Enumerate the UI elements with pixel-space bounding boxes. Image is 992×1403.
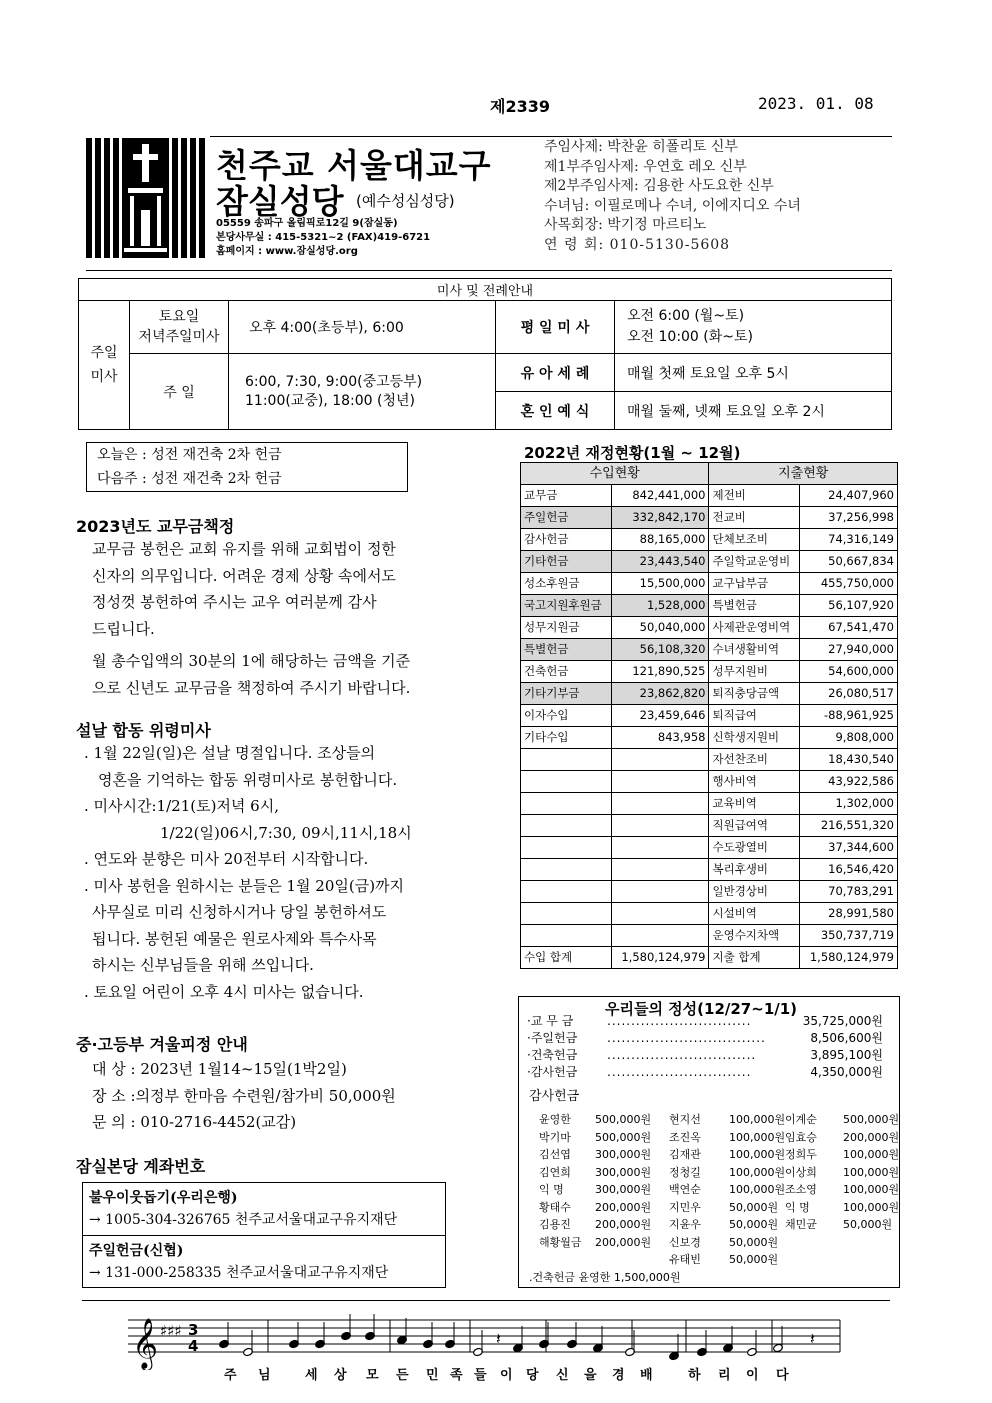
finance-row [521, 683, 898, 705]
income-amount: 23,862,820 [611, 683, 709, 705]
expense-amount: 24,407,960 [800, 485, 898, 507]
income-item: 기타헌금 [521, 551, 612, 573]
gift-item-amount: 35,725,000원 [802, 1014, 883, 1028]
income-amount: 842,441,000 [611, 485, 709, 507]
staff-list [544, 138, 801, 255]
donor-amount: 200,000원 [595, 1218, 652, 1231]
gift-item-label: ·건축헌금 [527, 1048, 578, 1062]
income-item [521, 925, 612, 947]
donor-name: 김연희 [539, 1165, 571, 1179]
key-signature: ♯♯♯ [160, 1322, 182, 1340]
sunday-times [229, 354, 496, 430]
donor-amount: 100,000원 [843, 1183, 900, 1196]
donor-name: 조소영 [785, 1183, 817, 1196]
donor-name: 임효승 [785, 1130, 817, 1144]
mass-table-title: 미사 및 전례안내 [79, 279, 892, 301]
saturday-label-1: 토요일 [158, 309, 200, 325]
income-item [521, 859, 612, 881]
expense-item: 교구납부금 [709, 573, 800, 595]
expense-item: 일반경상비 [709, 881, 800, 903]
expense-item: 시설비역 [709, 903, 800, 925]
finance-row [521, 793, 898, 815]
expense-item: 주일학교운영비 [709, 551, 800, 573]
income-amount: 88,165,000 [611, 529, 709, 551]
expense-amount: 16,546,420 [800, 859, 898, 881]
donor-name: 채민균 [785, 1218, 817, 1231]
expense-item: 사제관운영비역 [709, 617, 800, 639]
lyric-syllable: 든 [396, 1368, 409, 1383]
gift-item [527, 1013, 887, 1030]
donor-name: 박기마 [539, 1130, 571, 1144]
account-box [82, 1182, 446, 1288]
finance-row [521, 485, 898, 507]
donor-name: 이계순 [785, 1113, 817, 1126]
income-item [521, 881, 612, 903]
donor-name: 현지선 [669, 1113, 701, 1126]
gifts-summary [527, 1013, 887, 1081]
weekday-times [615, 301, 892, 354]
donor-amount: 100,000원 [843, 1165, 900, 1179]
expense-amount: -88,961,925 [800, 705, 898, 727]
income-item: 성무지원금 [521, 617, 612, 639]
finance-row [521, 881, 898, 903]
tithe-line: 드립니다. [92, 619, 155, 638]
income-item [521, 749, 612, 771]
gifts-title: 우리들의 정성(12/27~1/1) [605, 1000, 798, 1018]
expense-item: 신학생지원비 [709, 727, 800, 749]
staff-rule [86, 270, 892, 271]
expense-item: 전교비 [709, 507, 800, 529]
donor-amount: 100,000원 [729, 1183, 786, 1196]
account-charity-title: 불우이웃돕기(우리은행) [89, 1190, 238, 1206]
account-sunday-number: → 131-000-258335 천주교서울대교구유지재단 [89, 1265, 389, 1281]
income-item: 감사헌금 [521, 529, 612, 551]
income-item: 국고지원후원금 [521, 595, 612, 617]
donor-amount: 100,000원 [729, 1113, 786, 1126]
quarter-rest: 𝄽 [810, 1329, 815, 1348]
logo-title-1: 천주교 서울대교구 [216, 146, 492, 185]
building-fund-note: .건축헌금 윤영한 1,500,000원 [529, 1271, 681, 1284]
gift-item-label: ·감사헌금 [527, 1065, 578, 1079]
issue-date: 2023. 01. 08 [758, 94, 874, 113]
income-amount: 1,528,000 [611, 595, 709, 617]
lyric-syllable: 이 [746, 1368, 759, 1383]
income-item [521, 771, 612, 793]
expense-amount: 27,940,000 [800, 639, 898, 661]
memorial-line: 영혼을 기억하는 합동 위령미사로 봉헌합니다. [98, 770, 398, 789]
donor-amount: 500,000원 [595, 1130, 652, 1144]
expense-amount: 67,541,470 [800, 617, 898, 639]
gift-item-label: ·주일헌금 [527, 1031, 578, 1045]
account-sunday-title: 주일헌금(신협) [89, 1243, 184, 1259]
wedding-label: 혼 인 예 식 [496, 392, 615, 430]
income-item: 기타수입 [521, 727, 612, 749]
expense-item: 퇴직충당금액 [709, 683, 800, 705]
lyric-syllable: 경 [612, 1368, 625, 1383]
tithe-line: 월 총수입액의 30분의 1에 해당하는 금액을 기준 [92, 652, 411, 670]
income-header: 수입현황 [521, 463, 709, 485]
staff-assoc-2: 제2부주임사제: 김용한 사도요한 신부 [544, 178, 774, 194]
donor-list [519, 1111, 899, 1271]
income-amount [611, 793, 709, 815]
donor-name: 김선엽 [539, 1148, 571, 1161]
finance-row [521, 595, 898, 617]
donor-amount: 300,000원 [595, 1165, 652, 1179]
weekday-time-2: 오전 10:00 (화~토) [627, 329, 753, 345]
address-line-1: 05559 송파구 올림픽로12길 9(잠실동) [216, 218, 398, 229]
expense-amount: 26,080,517 [800, 683, 898, 705]
section-account-title: 잠실본당 계좌번호 [76, 1157, 206, 1176]
tithe-line: 으로 신년도 교무금을 책정하여 주시기 바랍니다. [92, 678, 411, 697]
income-item: 기타기부금 [521, 683, 612, 705]
lyric-syllable: 주 [224, 1368, 237, 1383]
expense-amount: 216,551,320 [800, 815, 898, 837]
lyric-syllable: 신 [556, 1368, 569, 1383]
finance-row [521, 925, 898, 947]
memorial-line: . 연도와 분향은 미사 20전부터 시작합니다. [84, 850, 369, 868]
gift-item [527, 1064, 887, 1081]
finance-row [521, 749, 898, 771]
expense-amount: 43,922,586 [800, 771, 898, 793]
finance-row [521, 507, 898, 529]
section-memorial-title: 설날 합동 위령미사 [76, 721, 211, 740]
donor-amount: 50,000원 [729, 1200, 779, 1214]
income-amount: 50,040,000 [611, 617, 709, 639]
expense-item: 성무지원비 [709, 661, 800, 683]
expense-total-label: 지출 합계 [709, 947, 800, 969]
income-amount: 843,958 [611, 727, 709, 749]
finance-row [521, 815, 898, 837]
gift-item [527, 1047, 887, 1064]
lyric-syllable: 들 [474, 1368, 487, 1383]
donor-amount: 200,000원 [595, 1235, 652, 1249]
income-amount [611, 815, 709, 837]
donor-name: 이상희 [785, 1165, 817, 1179]
income-amount: 23,459,646 [611, 705, 709, 727]
expense-item: 수도광열비 [709, 837, 800, 859]
expense-item: 자선찬조비 [709, 749, 800, 771]
donor-amount: 50,000원 [729, 1253, 779, 1266]
expense-item: 수녀생활비역 [709, 639, 800, 661]
donor-amount: 100,000원 [729, 1148, 786, 1161]
expense-amount: 50,667,834 [800, 551, 898, 573]
lyric-syllable: 세 [305, 1368, 318, 1383]
weekday-time-1: 오전 6:00 (월~토) [627, 308, 745, 324]
sunday-time-2: 11:00(교중), 18:00 (청년) [245, 392, 415, 409]
lyric-syllable: 이 [500, 1368, 513, 1383]
account-charity-number: → 1005-304-326765 천주교서울대교구유지재단 [89, 1212, 398, 1228]
donor-name: 백연순 [669, 1183, 701, 1196]
income-amount: 121,890,525 [611, 661, 709, 683]
memorial-line: 1/22(일)06시,7:30, 09시,11시,18시 [160, 823, 412, 842]
donor-amount: 100,000원 [843, 1148, 900, 1161]
income-amount [611, 771, 709, 793]
finance-row [521, 573, 898, 595]
gift-item [527, 1030, 887, 1047]
donor-name: 황태수 [539, 1200, 571, 1214]
expense-item: 퇴직급여 [709, 705, 800, 727]
memorial-line: 하시는 신부님들을 위해 쓰입니다. [92, 956, 314, 974]
treble-clef: 𝄞 [132, 1318, 159, 1369]
donor-amount: 200,000원 [595, 1200, 652, 1214]
address-line-2: 본당사무실 : 415-5321~2 (FAX)419-6721 [216, 232, 431, 243]
time-signature-top: 3 [188, 1321, 199, 1339]
income-amount [611, 837, 709, 859]
finance-row [521, 551, 898, 573]
weekday-label: 평 일 미 사 [496, 301, 615, 354]
memorial-line: 사무실로 미리 신청하시거나 당일 봉헌하셔도 [92, 903, 387, 921]
donor-amount: 500,000원 [595, 1113, 652, 1126]
income-amount: 15,500,000 [611, 573, 709, 595]
expense-item: 행사비역 [709, 771, 800, 793]
expense-item: 교육비역 [709, 793, 800, 815]
expense-amount: 74,316,149 [800, 529, 898, 551]
section-memorial-body [84, 740, 464, 1005]
expense-amount: 70,783,291 [800, 881, 898, 903]
finance-row [521, 617, 898, 639]
donor-name: 지민우 [669, 1200, 701, 1214]
donor-name: 조진옥 [669, 1130, 701, 1144]
lyric-syllable: 리 [718, 1368, 731, 1383]
baptism-label: 유 아 세 례 [496, 354, 615, 392]
lyric-syllable: 다 [776, 1368, 789, 1383]
expense-amount: 37,256,998 [800, 507, 898, 529]
staff-sisters: 수녀님: 이필로메나 수녀, 이에지디오 수녀 [544, 197, 801, 214]
income-amount: 56,108,320 [611, 639, 709, 661]
baptism-time: 매월 첫째 토요일 오후 5시 [615, 354, 892, 392]
donor-amount: 300,000원 [595, 1183, 652, 1196]
saturday-label [130, 301, 229, 354]
expense-item: 특별헌금 [709, 595, 800, 617]
income-item [521, 903, 612, 925]
income-total: 1,580,124,979 [611, 947, 709, 969]
expense-amount: 9,808,000 [800, 727, 898, 749]
offering-next: 다음주 : 성전 재건축 2차 헌금 [97, 471, 282, 487]
income-item [521, 793, 612, 815]
income-item: 주일헌금 [521, 507, 612, 529]
gift-item-leader: .............................. [607, 1014, 752, 1028]
staff-assoc-1: 제1부주임사제: 우연호 레오 신부 [544, 158, 747, 175]
memorial-line: . 토요일 어린이 오후 4시 미사는 없습니다. [84, 982, 364, 1001]
gift-item-amount: 4,350,000원 [810, 1065, 883, 1079]
income-item [521, 815, 612, 837]
expense-amount: 37,344,600 [800, 837, 898, 859]
expense-total: 1,580,124,979 [800, 947, 898, 969]
lyric-syllable: 배 [640, 1368, 653, 1383]
expense-amount: 18,430,540 [800, 749, 898, 771]
finance-row [521, 837, 898, 859]
lyric-syllable: 모 [366, 1368, 379, 1383]
expense-amount: 455,750,000 [800, 573, 898, 595]
expense-amount: 28,991,580 [800, 903, 898, 925]
finance-title: 2022년 재정현황(1월 ~ 12월) [524, 444, 741, 462]
lyric-syllable: 님 [258, 1368, 271, 1383]
donor-name: 익 명 [539, 1183, 564, 1196]
income-item: 특별헌금 [521, 639, 612, 661]
income-item: 건축헌금 [521, 661, 612, 683]
donor-amount: 200,000원 [843, 1130, 900, 1144]
donor-name: 신보경 [669, 1235, 701, 1249]
income-amount [611, 903, 709, 925]
donor-amount: 500,000원 [843, 1113, 900, 1126]
staff-funeral: 연 령 회: 010-5130-5608 [544, 236, 731, 253]
donor-name: 윤영한 [539, 1113, 571, 1126]
time-signature-bottom: 4 [188, 1337, 199, 1355]
expense-item: 복리후생비 [709, 859, 800, 881]
memorial-line: . 1월 22일(일)은 설날 명절입니다. 조상들의 [84, 744, 376, 762]
lyric-syllable: 상 [334, 1368, 347, 1383]
donor-name: 해황월금 [539, 1235, 582, 1249]
income-item [521, 837, 612, 859]
section-retreat-title: 중·고등부 겨울피정 안내 [76, 1035, 248, 1054]
expense-item: 운영수지차액 [709, 925, 800, 947]
income-item: 교무금 [521, 485, 612, 507]
income-total-label: 수입 합계 [521, 947, 612, 969]
saturday-times: 오후 4:00(초등부), 6:00 [229, 301, 496, 354]
income-amount [611, 881, 709, 903]
memorial-line: . 미사 봉헌을 원하시는 분들은 1월 20일(금)까지 [84, 876, 405, 895]
donor-name: 지윤우 [669, 1218, 701, 1231]
memorial-line: 됩니다. 봉헌된 예물은 원로사제와 특수사목 [92, 929, 377, 948]
footer-rule [82, 1300, 890, 1301]
finance-row [521, 529, 898, 551]
tithe-line: 교무금 봉헌은 교회 유지를 위해 교회법이 정한 [92, 540, 396, 558]
finance-row [521, 639, 898, 661]
mass-schedule-table [78, 278, 892, 430]
memorial-line: . 미사시간:1/21(토)저녁 6시, [84, 797, 279, 815]
church-logo [86, 138, 206, 258]
sunday-mass-label: 주일 미사 [79, 301, 130, 430]
donor-amount: 300,000원 [595, 1148, 652, 1161]
section-tithe-body [92, 536, 472, 701]
address-line-3: 홈페이지 : www.잠실성당.org [216, 246, 358, 257]
expense-item: 제전비 [709, 485, 800, 507]
finance-table [520, 462, 898, 969]
lyric-syllable: 민 [426, 1368, 439, 1383]
gifts-box [518, 996, 900, 1288]
income-item: 이자수입 [521, 705, 612, 727]
expense-item: 직원급여역 [709, 815, 800, 837]
gift-item-label: ·교 무 금 [527, 1014, 574, 1028]
logo-title-2: 잠실성당 [216, 182, 344, 221]
thanks-label: 감사헌금 [529, 1089, 580, 1104]
expense-amount: 54,600,000 [800, 661, 898, 683]
sunday-time-1: 6:00, 7:30, 9:00(중고등부) [245, 373, 423, 390]
income-amount [611, 859, 709, 881]
income-item: 성소후원금 [521, 573, 612, 595]
expense-amount: 1,302,000 [800, 793, 898, 815]
lyric-syllable: 당 [526, 1368, 539, 1383]
lyric-syllable: 을 [584, 1368, 597, 1383]
expense-item: 단체보조비 [709, 529, 800, 551]
donor-amount: 100,000원 [729, 1130, 786, 1144]
staff-council: 사목회장: 박기정 마르티노 [544, 217, 707, 233]
donor-amount: 50,000원 [843, 1218, 893, 1231]
finance-row [521, 661, 898, 683]
finance-row [521, 727, 898, 749]
wedding-time: 매월 둘째, 넷째 토요일 오후 2시 [615, 392, 892, 430]
music-lyrics [0, 1364, 992, 1386]
income-amount [611, 925, 709, 947]
income-amount [611, 749, 709, 771]
gift-item-amount: 3,895,100원 [810, 1048, 883, 1062]
lyric-syllable: 하 [688, 1368, 701, 1383]
tithe-line: 정성껏 봉헌하여 주시는 교우 여러분께 감사 [92, 593, 377, 611]
donor-amount: 50,000원 [729, 1235, 779, 1249]
finance-row [521, 859, 898, 881]
donor-name: 정청길 [669, 1165, 701, 1179]
retreat-line: 문 의 : 010-2716-4452(교감) [92, 1113, 297, 1131]
gift-item-leader: ............................... [607, 1048, 757, 1062]
tithe-line: 신자의 의무입니다. 어려운 경제 상황 속에서도 [92, 566, 396, 585]
section-retreat-body [92, 1056, 472, 1136]
gift-item-amount: 8,506,600원 [810, 1031, 883, 1045]
income-amount: 23,443,540 [611, 551, 709, 573]
gift-item-leader: .............................. [607, 1065, 752, 1079]
offering-today: 오늘은 : 성전 재건축 2차 헌금 [97, 447, 282, 463]
expense-amount: 350,737,719 [800, 925, 898, 947]
finance-row [521, 705, 898, 727]
issue-number: 제2339 [490, 97, 550, 116]
donor-name: 유태빈 [669, 1253, 701, 1266]
staff-pastor: 주임사제: 박찬윤 히폴리토 신부 [544, 139, 738, 155]
sunday-label: 주 일 [130, 354, 229, 430]
donor-name: 익 명 [785, 1200, 810, 1214]
donor-name: 김용진 [539, 1218, 571, 1231]
music-score [126, 1306, 842, 1370]
donor-name: 김재관 [669, 1148, 701, 1161]
expense-amount: 56,107,920 [800, 595, 898, 617]
section-tithe-title: 2023년도 교무금책정 [76, 517, 235, 536]
retreat-line: 장 소 :의정부 한마음 수련원/참가비 50,000원 [92, 1086, 396, 1105]
finance-row [521, 903, 898, 925]
income-amount: 332,842,170 [611, 507, 709, 529]
donor-amount: 50,000원 [729, 1218, 779, 1231]
expense-header: 지출현황 [709, 463, 898, 485]
donor-amount: 100,000원 [843, 1200, 900, 1214]
donor-amount: 100,000원 [729, 1165, 786, 1179]
quarter-rest: 𝄽 [496, 1329, 501, 1348]
offering-notice-box [86, 442, 408, 492]
retreat-line: 대 상 : 2023년 1월14~15일(1박2일) [92, 1060, 347, 1078]
finance-row [521, 771, 898, 793]
gift-item-leader: ................................. [607, 1031, 766, 1045]
header-rule [210, 136, 892, 137]
logo-subtitle: (예수성심성당) [356, 192, 455, 210]
donor-name: 정희두 [785, 1148, 817, 1161]
lyric-syllable: 족 [450, 1368, 463, 1383]
saturday-label-2: 저녁주일미사 [138, 329, 220, 345]
